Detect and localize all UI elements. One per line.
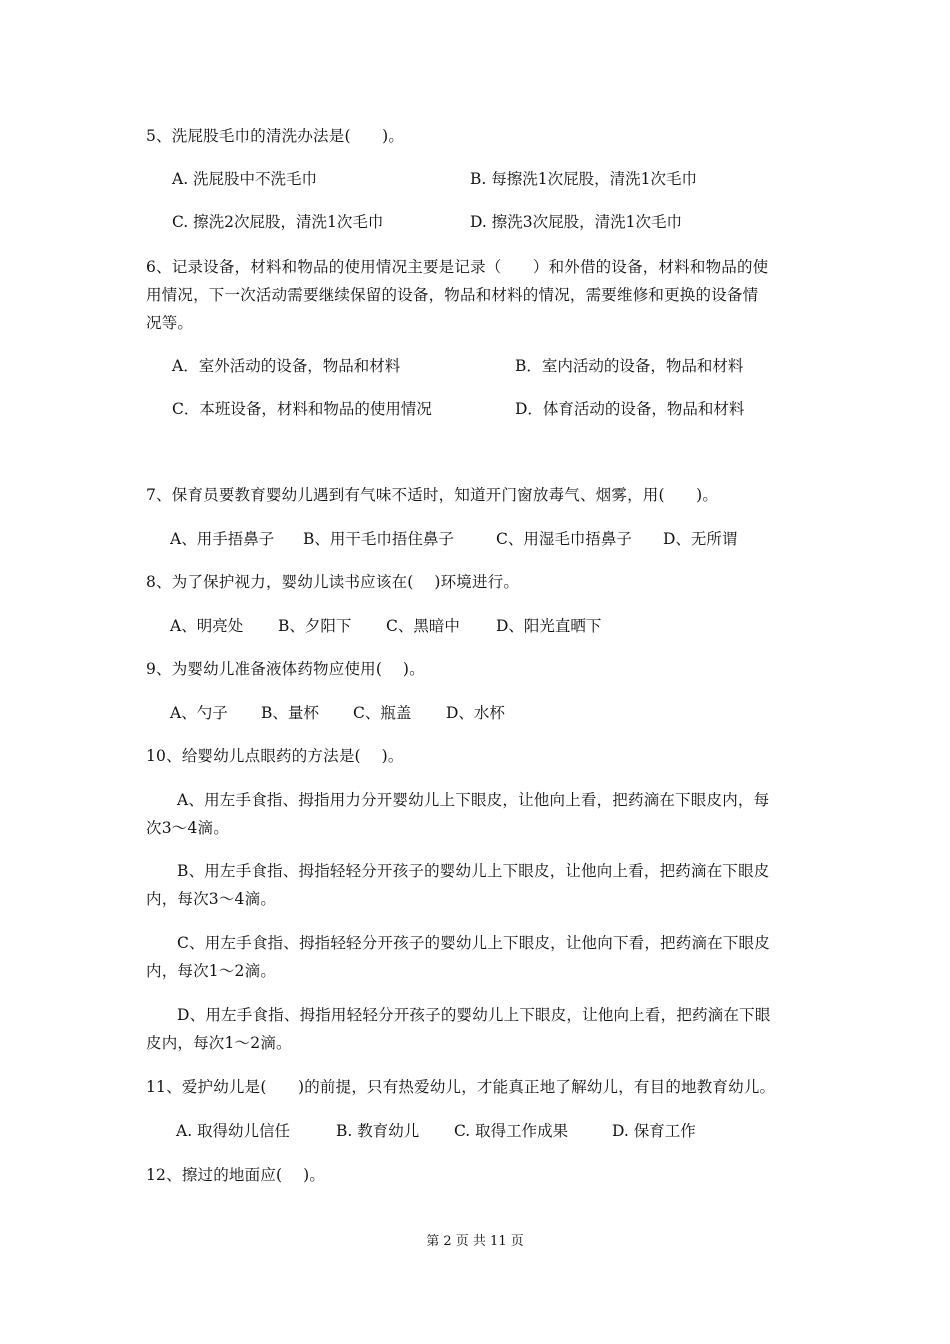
question-10-option-a-line-2: 次3～4滴。 [146, 819, 229, 837]
question-10-option-d-line-1: D、用左手食指、拇指用轻轻分开孩子的婴幼儿上下眼皮，让他向上看，把药滴在下眼 [177, 1006, 771, 1024]
question-8-stem: 8、为了保护视力，婴幼儿读书应该在( )环境进行。 [146, 573, 520, 591]
question-5-option-c: C. 擦洗2次屁股，清洗1次毛巾 [172, 213, 384, 231]
question-9-option-c: C、瓶盖 [353, 704, 412, 722]
question-10-option-b-line-2: 内，每次3～4滴。 [146, 890, 277, 908]
question-6-option-c: C．本班设备，材料和物品的使用情况 [172, 400, 432, 418]
question-11-option-d: D. 保育工作 [612, 1122, 696, 1140]
question-7-stem: 7、保育员要教育婴幼儿遇到有气味不适时，知道开门窗放毒气、烟雾，用( )。 [146, 486, 719, 504]
question-10-option-d-line-2: 皮内，每次1～2滴。 [146, 1034, 292, 1052]
question-10-option-a-line-1: A、用左手食指、拇指用力分开婴幼儿上下眼皮，让他向上看，把药滴在下眼皮内，每 [177, 791, 770, 809]
question-6-option-d: D．体育活动的设备，物品和材料 [515, 400, 745, 418]
question-5-option-b: B. 每擦洗1次屁股，清洗1次毛巾 [470, 170, 697, 188]
question-9-option-d: D、水杯 [446, 704, 505, 722]
question-7-option-b: B、用干毛巾捂住鼻子 [303, 530, 454, 548]
question-9-stem: 9、为婴幼儿准备液体药物应使用( )。 [146, 660, 425, 678]
question-11-option-b: B. 教育幼儿 [336, 1122, 420, 1140]
question-10-stem: 10、给婴幼儿点眼药的方法是( )。 [146, 747, 404, 765]
question-5-option-d: D. 擦洗3次屁股，清洗1次毛巾 [470, 213, 682, 231]
question-7-option-c: C、用湿毛巾捂鼻子 [496, 530, 632, 548]
question-8-option-b: B、夕阳下 [278, 617, 352, 635]
question-11-option-c: C. 取得工作成果 [454, 1122, 569, 1140]
question-6-option-a: A．室外活动的设备，物品和材料 [172, 357, 401, 375]
question-6-stem-line-3: 况等。 [146, 314, 194, 332]
question-8-option-c: C、黑暗中 [386, 617, 460, 635]
question-5-stem: 5、洗屁股毛巾的清洗办法是( )。 [146, 127, 405, 145]
question-8-option-d: D、阳光直晒下 [496, 617, 602, 635]
question-8-option-a: A、明亮处 [170, 617, 244, 635]
question-10-option-c-line-1: C、用左手食指、拇指轻轻分开孩子的婴幼儿上下眼皮，让他向下看，把药滴在下眼皮 [177, 934, 770, 952]
page-footer: 第 2 页 共 11 页 [426, 1234, 524, 1249]
question-6-stem-line-1: 6、记录设备，材料和物品的使用情况主要是记录（ ）和外借的设备，材料和物品的使 [146, 258, 769, 276]
question-5-option-a: A. 洗屁股中不洗毛巾 [172, 170, 318, 188]
question-9-option-a: A、勺子 [170, 704, 228, 722]
question-11-stem: 11、爱护幼儿是( )的前提，只有热爱幼儿，才能真正地了解幼儿，有目的地教育幼儿。 [146, 1078, 776, 1096]
question-7-option-d: D、无所谓 [663, 530, 738, 548]
question-11-option-a: A. 取得幼儿信任 [176, 1122, 291, 1140]
question-6-stem-line-2: 用情况，下一次活动需要继续保留的设备，物品和材料的情况，需要维修和更换的设备情 [146, 286, 759, 304]
question-10-option-c-line-2: 内，每次1～2滴。 [146, 962, 277, 980]
question-7-option-a: A、用手捂鼻子 [170, 530, 275, 548]
question-10-option-b-line-1: B、用左手食指、拇指轻轻分开孩子的婴幼儿上下眼皮，让他向上看，把药滴在下眼皮 [177, 862, 770, 880]
question-6-option-b: B．室内活动的设备，物品和材料 [515, 357, 744, 375]
question-9-option-b: B、量杯 [261, 704, 319, 722]
question-12-stem: 12、擦过的地面应( )。 [146, 1166, 326, 1184]
